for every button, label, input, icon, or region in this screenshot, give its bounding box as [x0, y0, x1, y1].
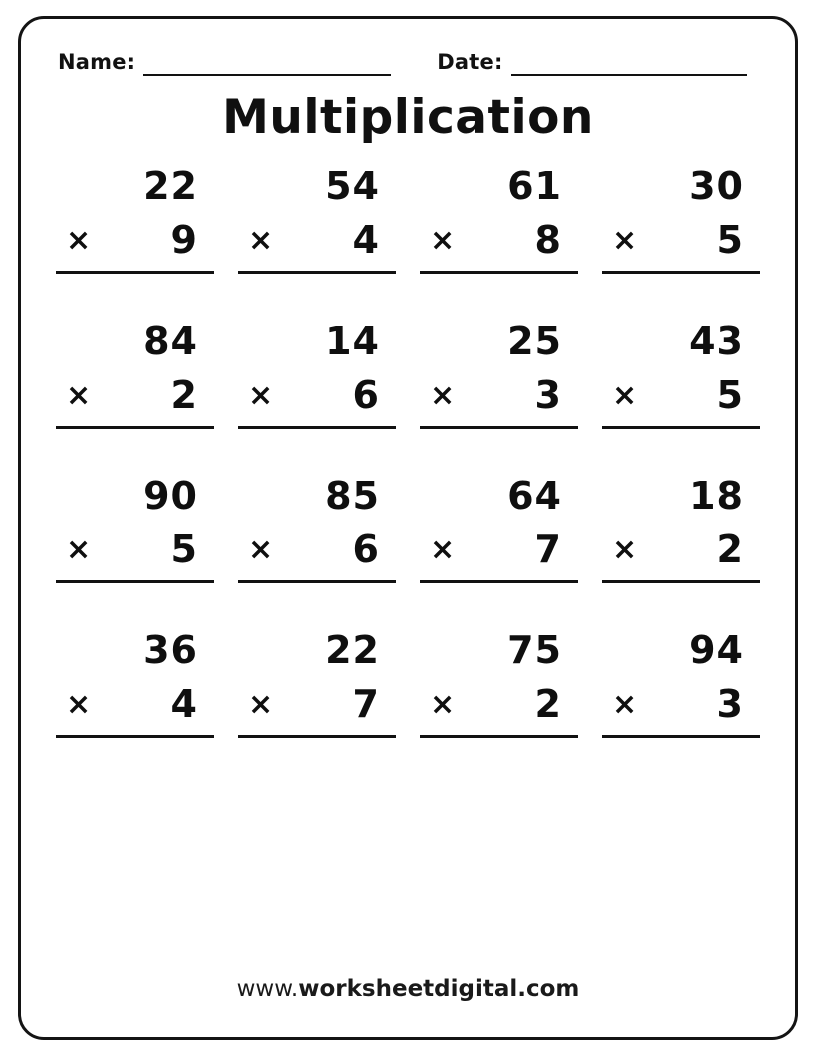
- footer-url-prefix: www.: [236, 976, 299, 1002]
- multiplier: 6: [352, 372, 380, 417]
- answer-rule: [238, 735, 396, 738]
- multiply-operator-icon: ×: [66, 532, 93, 568]
- answer-rule: [56, 580, 214, 583]
- multiply-operator-icon: ×: [430, 377, 457, 413]
- answer-rule: [602, 580, 760, 583]
- problem-item: [594, 164, 768, 300]
- answer-rule: [602, 426, 760, 429]
- multiplier: 4: [170, 682, 198, 727]
- multiplier: 7: [352, 682, 380, 727]
- multiplicand: 36: [143, 628, 198, 673]
- problem-item: [594, 628, 768, 764]
- multiplier: 3: [716, 682, 744, 727]
- multiply-operator-icon: ×: [248, 222, 275, 258]
- answer-rule: [56, 426, 214, 429]
- multiplicand: 85: [325, 473, 380, 518]
- multiplicand: 75: [507, 628, 562, 673]
- multiplicand: 22: [325, 628, 380, 673]
- multiplier: 2: [170, 372, 198, 417]
- multiplicand: 43: [689, 318, 744, 363]
- problem-item: [230, 628, 404, 764]
- multiplicand: 30: [689, 164, 744, 208]
- answer-rule: [420, 271, 578, 274]
- answer-rule: [238, 426, 396, 429]
- problem-item: [230, 164, 404, 300]
- answer-rule: [238, 580, 396, 583]
- multiplicand: 54: [325, 164, 380, 208]
- name-label: Name:: [58, 50, 136, 74]
- multiplier: 2: [534, 682, 562, 727]
- problem-item: [230, 318, 404, 455]
- footer-credit: [18, 976, 798, 1002]
- multiply-operator-icon: ×: [612, 377, 639, 413]
- answer-rule: [420, 426, 578, 429]
- multiplier: 5: [716, 217, 744, 262]
- problem-item: [412, 473, 586, 610]
- multiply-operator-icon: ×: [430, 532, 457, 568]
- answer-rule: [602, 271, 760, 274]
- answer-rule: [56, 271, 214, 274]
- problem-item: [48, 473, 222, 610]
- multiply-operator-icon: ×: [248, 377, 275, 413]
- multiply-operator-icon: ×: [430, 687, 457, 723]
- multiplier: 5: [716, 372, 744, 417]
- multiplier: 6: [352, 527, 380, 572]
- multiply-operator-icon: ×: [66, 687, 93, 723]
- multiplicand: 64: [507, 473, 562, 518]
- problem-item: [412, 628, 586, 764]
- problem-item: [594, 473, 768, 610]
- answer-rule: [420, 580, 578, 583]
- answer-rule: [238, 271, 396, 274]
- problem-item: [594, 318, 768, 455]
- name-field[interactable]: [58, 50, 391, 76]
- multiply-operator-icon: ×: [66, 222, 93, 258]
- multiplicand: 84: [143, 318, 198, 363]
- problem-item: [412, 318, 586, 455]
- multiply-operator-icon: ×: [248, 687, 275, 723]
- name-input-line[interactable]: [143, 54, 391, 76]
- date-field[interactable]: [437, 50, 746, 76]
- problem-grid: [42, 164, 774, 764]
- problem-item: [48, 164, 222, 300]
- multiplier: 5: [170, 527, 198, 572]
- answer-rule: [56, 735, 214, 738]
- multiply-operator-icon: ×: [66, 377, 93, 413]
- multiplicand: 25: [507, 318, 562, 363]
- footer-brand: worksheetdigital.com: [298, 976, 580, 1002]
- problem-item: [48, 628, 222, 764]
- multiplicand: 22: [143, 164, 198, 208]
- multiply-operator-icon: ×: [248, 532, 275, 568]
- answer-rule: [420, 735, 578, 738]
- multiply-operator-icon: ×: [612, 687, 639, 723]
- multiplicand: 18: [689, 473, 744, 518]
- multiplier: 2: [716, 527, 744, 572]
- multiply-operator-icon: ×: [430, 222, 457, 258]
- answer-rule: [602, 735, 760, 738]
- multiplier: 7: [534, 527, 562, 572]
- date-label: Date:: [437, 50, 503, 74]
- multiply-operator-icon: ×: [612, 222, 639, 258]
- problem-item: [230, 473, 404, 610]
- multiply-operator-icon: ×: [612, 532, 639, 568]
- multiplier: 4: [352, 217, 380, 262]
- multiplier: 8: [534, 217, 562, 262]
- problem-item: [412, 164, 586, 300]
- multiplicand: 14: [325, 318, 380, 363]
- multiplicand: 94: [689, 628, 744, 673]
- date-input-line[interactable]: [511, 54, 747, 76]
- worksheet-header: [42, 44, 774, 76]
- problem-item: [48, 318, 222, 455]
- multiplier: 3: [534, 372, 562, 417]
- page-title: Multiplication: [222, 90, 594, 145]
- multiplier: 9: [170, 217, 198, 262]
- worksheet-content: [18, 16, 798, 1040]
- multiplicand: 90: [143, 473, 198, 518]
- multiplicand: 61: [507, 164, 562, 208]
